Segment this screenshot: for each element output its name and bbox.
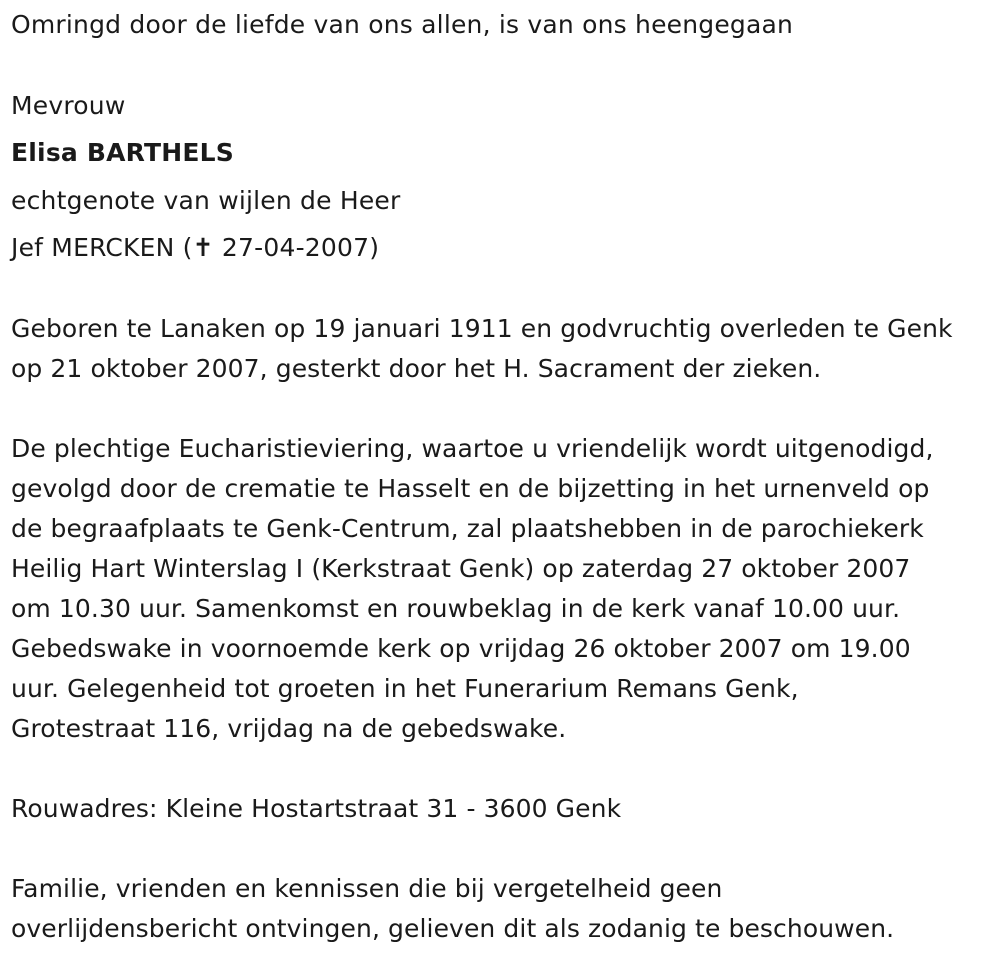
paragraph-line: Gebedswake in voornoemde kerk op vrijdag 26 oktober 2007 om 19.00	[11, 634, 911, 663]
paragraph-line: de begraafplaats te Genk-Centrum, zal plaatshebben in de parochiekerk	[11, 514, 924, 543]
spouse-text: Jef MERCKEN (✝ 27-04-2007)	[11, 233, 380, 262]
paragraph-line: overlijdensbericht ontvingen, gelieven dit als zodanig te beschouwen.	[11, 914, 895, 943]
paragraph-line: op 21 oktober 2007, gesterkt door het H. Sacrament der zieken.	[11, 354, 822, 383]
paragraph-line: uur. Gelegenheid tot groeten in het Funerarium Remans Genk,	[11, 674, 799, 703]
mourning-address: Rouwadres: Kleine Hostartstraat 31 - 3600 Genk	[11, 794, 622, 823]
paragraph-line: Geboren te Lanaken op 19 januari 1911 en godvruchtig overleden te Genk	[11, 314, 953, 343]
closing-paragraph	[11, 869, 996, 949]
address-paragraph	[11, 789, 996, 829]
intro-text: Omringd door de liefde van ons allen, is van ons heengegaan	[11, 10, 794, 39]
paragraph-line: Heilig Hart Winterslag I (Kerkstraat Genk) op zaterdag 27 oktober 2007	[11, 554, 911, 583]
paragraph-line: Grotestraat 116, vrijdag na de gebedswake.	[11, 714, 567, 743]
paragraph-line: gevolgd door de crematie te Hasselt en de bijzetting in het urnenveld op	[11, 474, 930, 503]
birth-death-paragraph	[11, 309, 996, 389]
relation-text: echtgenote van wijlen de Heer	[11, 186, 401, 215]
paragraph-line: Familie, vrienden en kennissen die bij vergetelheid geen	[11, 874, 723, 903]
honorific: Mevrouw	[11, 91, 126, 120]
ceremony-paragraph	[11, 429, 996, 749]
deceased-name: Elisa BARTHELS	[11, 138, 234, 167]
paragraph-line: om 10.30 uur. Samenkomst en rouwbeklag in de kerk vanaf 10.00 uur.	[11, 594, 901, 623]
paragraph-line: De plechtige Eucharistieviering, waartoe u vriendelijk wordt uitgenodigd,	[11, 434, 934, 463]
